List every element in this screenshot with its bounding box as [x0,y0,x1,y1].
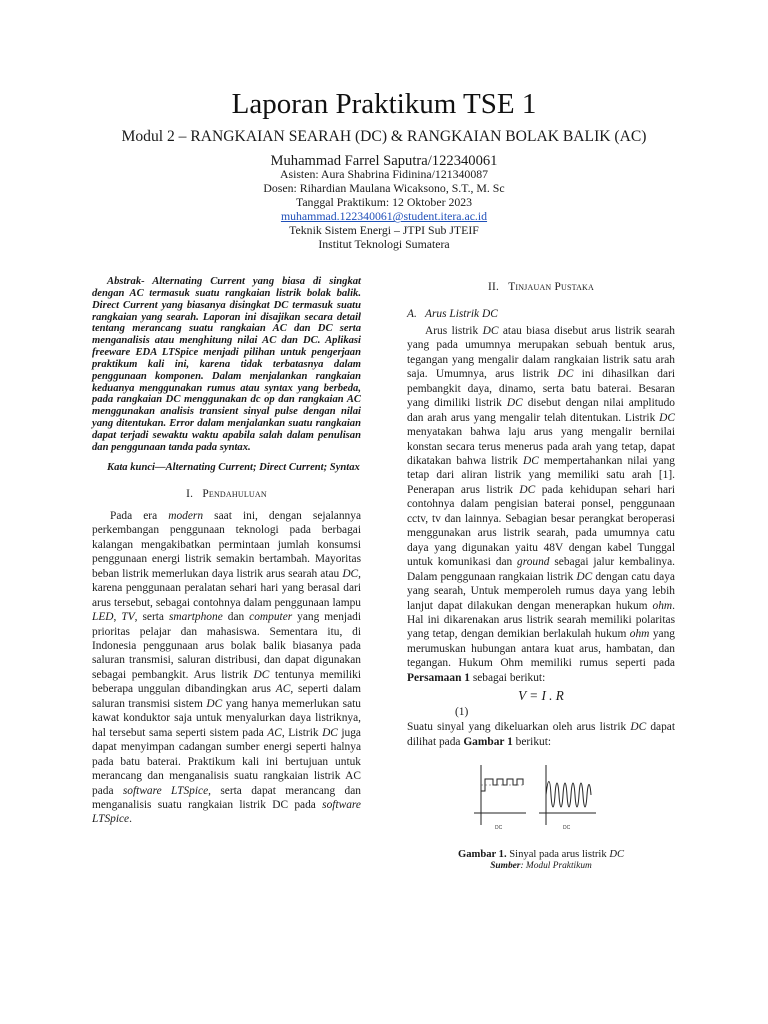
left-column [92,276,361,827]
date-line: Tanggal Praktikum: 12 Oktober 2023 [295,195,473,210]
figure-intro-text: Suatu sinyal yang dikeluarkan oleh arus listrik DC dapat dilihat pada Gambar 1 berikut: [407,721,675,748]
author-meta [0,167,768,252]
section-2-number: II. [487,281,500,293]
paper-subtitle: Modul 2 – RANGKAIAN SEARAH (DC) & RANGKAIAN BOLAK BALIK (AC) [121,128,647,145]
section-1-title: Pendahuluan [202,487,267,500]
left-axis-label: DC [495,825,503,832]
section-2-heading [407,280,675,294]
lecturer-line: Dosen: Rihardian Maulana Wicaksono, S.T., M. Sc [263,181,505,196]
equation-number: (1) [455,706,469,719]
subsection-a-heading: A. Arus Listrik DC [407,308,498,321]
figure-1-source: Sumber: Modul Praktikum [490,861,592,872]
paper-title: Laporan Praktikum TSE 1 [231,88,537,120]
assistant-line: Asisten: Aura Shabrina Fidinina/121340087 [279,167,489,181]
abstract-text: Abstrak- Alternating Current yang biasa di singkat dengan AC termasuk suatu rangkaian listrik bolak balik. Direct Current yang biasanya disingkat DC termasuk suatu rangkaian yang searah. Laporan ini disajikan secara detail tentang merancang suatu rangkaian AC dan DC serta menganalisis atau menghitung nilai AC dan DC. Aplikasi freeware EDA LTSpice menjadi pilihan untuk pengerjaan praktikum kali ini, karena tidak terbatasnya dalam penggunaan komponen. Dalam menjalankan rangkaian keduanya menggunakan rumus atau syntax yang berbeda, pada rangkaian DC menggunakan dc op dan rangkaian AC menggunakan analisis transient sinyal pulse dengan nilai yang ditentukan. Error dalam menjalankan suatu rangkaian dapat terjadi sewaktu waktu apabila salah dalam penulisan dan penggunaan tanda pada syntax. [92,276,361,453]
section-1-paragraph: Pada era modern saat ini, dengan sejalannya perkembangan penggunaan teknologi pada berbagai kalangan mengakibatkan permintaan jumlah konsumsi penggunaan energi listrik semakin bertambah. Mayoritas beban listrik memerlukan daya listrik arus searah atau DC, karena penggunaan peralatan sehari hari yang berasal dari arus tersebut, sebagai contohnya dalam penggunaan lampu LED, TV, serta smartphone dan computer yang menjadi prioritas pelajar dan mahasiswa. Sementara itu, di Indonesia penggunaan arus bolak balik biasanya pada saluran transmisi, saluran distribusi, dan dapat digunakan sebagai pembangkit. Arus listrik DC tentunya memiliki beberapa unggulan dibandingkan arus AC, seperti dalam saluran transmisi sistem DC yang hanya memerlukan satu kawat konduktor saja untuk menyalurkan daya listriknya, hal tersebut sama seperti sistem pada AC, Listrik DC juga dapat menyimpan cadangan sumber energi seperti halnya pada batu baterai. Praktikum kali ini bertujuan untuk merancang dan menganalisis suatu rangkaian listrik AC pada software LTSpice, serta dapat merancang dan menganalisis suatu rangkaian listrik DC pada software LTSpice. [92,509,361,826]
section-2-paragraph: Arus listrik DC atau biasa disebut arus listrik searah yang pada umumnya merupakan sebuah bentuk arus, tegangan yang mengalir dalam rangkaian listrik satu arah saja. Umumnya, arus listrik DC ini dihasilkan dari pembangkit daya, dinamo, serta batu baterai. Besaran yang dimiliki listrik DC disebut dengan nilai amplitudo dan arah arus yang mengalir telah ditentukan. Listrik DC menyatakan bahwa laju arus yang mengalir bernilai konstan secara terus menerus pada arah yang tetap, dapat dikatakan bahwa listrik DC mempertahankan nilai yang tetap dari aliran listrik yang memiliki satu arah [1]. Penerapan arus listrik DC pada kehidupan sehari hari contohnya dalam pengisian baterai ponsel, penggunaan cctv, tv dan lainnya. Sebagian besar perangkat beroperasi menggunakan arus listrik searah, pada umumnya catu daya yang digunakan yaitu 48V dengan kabel Tunggal untuk komunikasi dan ground sebagai jalur kembalinya. Dalam penggunaan rangkaian listrik DC dengan catu daya yang searah, Untuk memperoleh rumus daya yang lebih lanjut dapat dilakukan dengan menerapkan hukum ohm. Hal ini dikarenakan arus listrik searah memiliki polaritas yang tetap, dengan demikian berlakulah hukum ohm yang merumuskan hubungan antara kuat arus, hambatan, dan tegangan. Hukum Ohm memiliki rumus seperti pada Persamaan 1 sebagai berikut: [407,324,675,684]
author-name: Muhammad Farrel Saputra/122340061 [270,153,498,169]
department-line: Teknik Sistem Energi – JTPI Sub JTEIF [289,223,479,238]
dc-signal-figure [471,755,601,841]
institution-line: Institut Teknologi Sumatera [318,237,450,252]
keywords: Kata kunci—Alternating Current; Direct Current; Syntax [107,461,360,473]
email-link[interactable]: muhammad.122340061@student.itera.ac.id [280,209,488,224]
section-2-title: Tinjauan Pustaka [508,281,594,293]
figure-1-caption: Gambar 1. Sinyal pada arus listrik DC [457,849,625,861]
figure-1 [407,755,675,841]
right-axis-label: DC [563,825,571,832]
right-column [407,276,675,872]
oscillating-waveform [546,782,591,808]
abstract [92,276,361,454]
section-1-number: I. [186,487,194,500]
ohms-law-equation: V = I . R [518,688,564,704]
section-1-heading [92,487,361,501]
